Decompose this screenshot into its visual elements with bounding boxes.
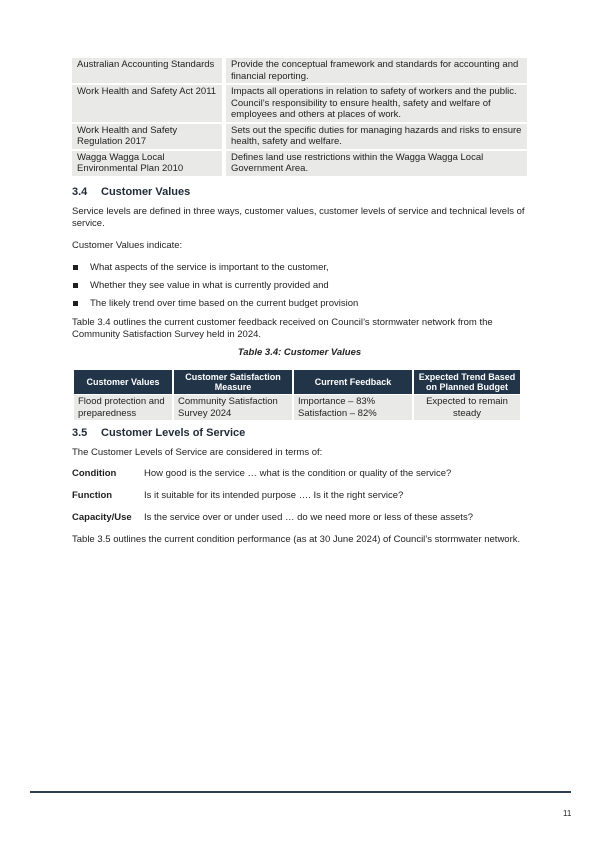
table-caption: Table 3.4: Customer Values bbox=[237, 347, 362, 358]
legislation-requirement: Defines land use restrictions within the Wagga Wagga Local Government Area. bbox=[226, 151, 527, 176]
list-item: What aspects of the service is important to the customer, bbox=[72, 262, 532, 280]
definition-term: Capacity/Use bbox=[72, 512, 132, 523]
satisfaction-measure-cell: Community Satisfaction Survey 2024 bbox=[174, 395, 292, 420]
legislation-requirement: Provide the conceptual framework and standards for accounting and financial reporting. bbox=[226, 58, 527, 83]
definition-description: How good is the service … what is the condition or quality of the service? bbox=[144, 468, 452, 479]
section-title: Customer Levels of Service bbox=[101, 427, 246, 439]
table-row bbox=[72, 151, 527, 176]
page-number: 11 bbox=[563, 809, 572, 818]
importance-feedback: Importance – 83% bbox=[298, 396, 376, 407]
condition-outline-paragraph: Table 3.5 outlines the current condition performance (as at 30 June 2024) of Council’s stormwater network. bbox=[72, 534, 521, 545]
table-header-row bbox=[74, 370, 520, 394]
table-row bbox=[72, 124, 527, 149]
table-outline-paragraph: Table 3.4 outlines the current customer feedback received on Council’s stormwater network from the Community Satisfaction Survey held in 2024. bbox=[72, 317, 493, 340]
lead-paragraph: Customer Values indicate: bbox=[72, 240, 183, 251]
column-header: Expected Trend Based on Planned Budget bbox=[414, 370, 520, 394]
legislation-requirement: Sets out the specific duties for managing hazards and risks to ensure health, safety and welfare. bbox=[226, 124, 527, 149]
column-header: Customer Values bbox=[74, 370, 172, 394]
intro-paragraph: Service levels are defined in three ways, customer values, customer levels of service and technical levels of service. bbox=[72, 206, 525, 229]
levels-intro-paragraph: The Customer Levels of Service are considered in terms of: bbox=[72, 447, 323, 458]
legislation-requirement: Impacts all operations in relation to safety of workers and the public. Council’s responsibility to ensure health, safety and welfare of employees and others at places of work. bbox=[226, 85, 527, 122]
column-header: Current Feedback bbox=[294, 370, 412, 394]
definition-description: Is the service over or under used … do we need more or less of these assets? bbox=[144, 512, 473, 523]
table-row bbox=[74, 395, 520, 420]
customer-values-list bbox=[72, 262, 532, 316]
legislation-table bbox=[72, 56, 527, 178]
expected-trend-cell: Expected to remain steady bbox=[414, 395, 520, 420]
definition-term: Function bbox=[72, 490, 113, 501]
customer-values-table bbox=[72, 369, 522, 421]
table-row bbox=[72, 58, 527, 83]
list-item: Whether they see value in what is currently provided and bbox=[72, 280, 532, 298]
legislation-name: Australian Accounting Standards bbox=[72, 58, 226, 83]
current-feedback-cell bbox=[294, 395, 412, 420]
satisfaction-feedback: Satisfaction – 82% bbox=[298, 407, 377, 419]
table-row bbox=[72, 85, 527, 122]
section-number: 3.4 bbox=[72, 186, 88, 198]
legislation-name: Work Health and Safety Act 2011 bbox=[72, 85, 226, 122]
customer-value-cell: Flood protection and preparedness bbox=[74, 395, 172, 420]
column-header: Customer Satisfaction Measure bbox=[174, 370, 292, 394]
legislation-name: Wagga Wagga Local Environmental Plan 2010 bbox=[72, 151, 226, 176]
definition-description: Is it suitable for its intended purpose …. Is it the right service? bbox=[144, 490, 404, 501]
section-number: 3.5 bbox=[72, 427, 88, 439]
footer-rule bbox=[30, 791, 571, 793]
section-heading-3-5 bbox=[72, 427, 245, 439]
list-item: The likely trend over time based on the current budget provision bbox=[72, 298, 532, 316]
section-heading-3-4 bbox=[72, 186, 190, 198]
definition-term: Condition bbox=[72, 468, 117, 479]
legislation-name: Work Health and Safety Regulation 2017 bbox=[72, 124, 226, 149]
section-title: Customer Values bbox=[101, 186, 191, 198]
